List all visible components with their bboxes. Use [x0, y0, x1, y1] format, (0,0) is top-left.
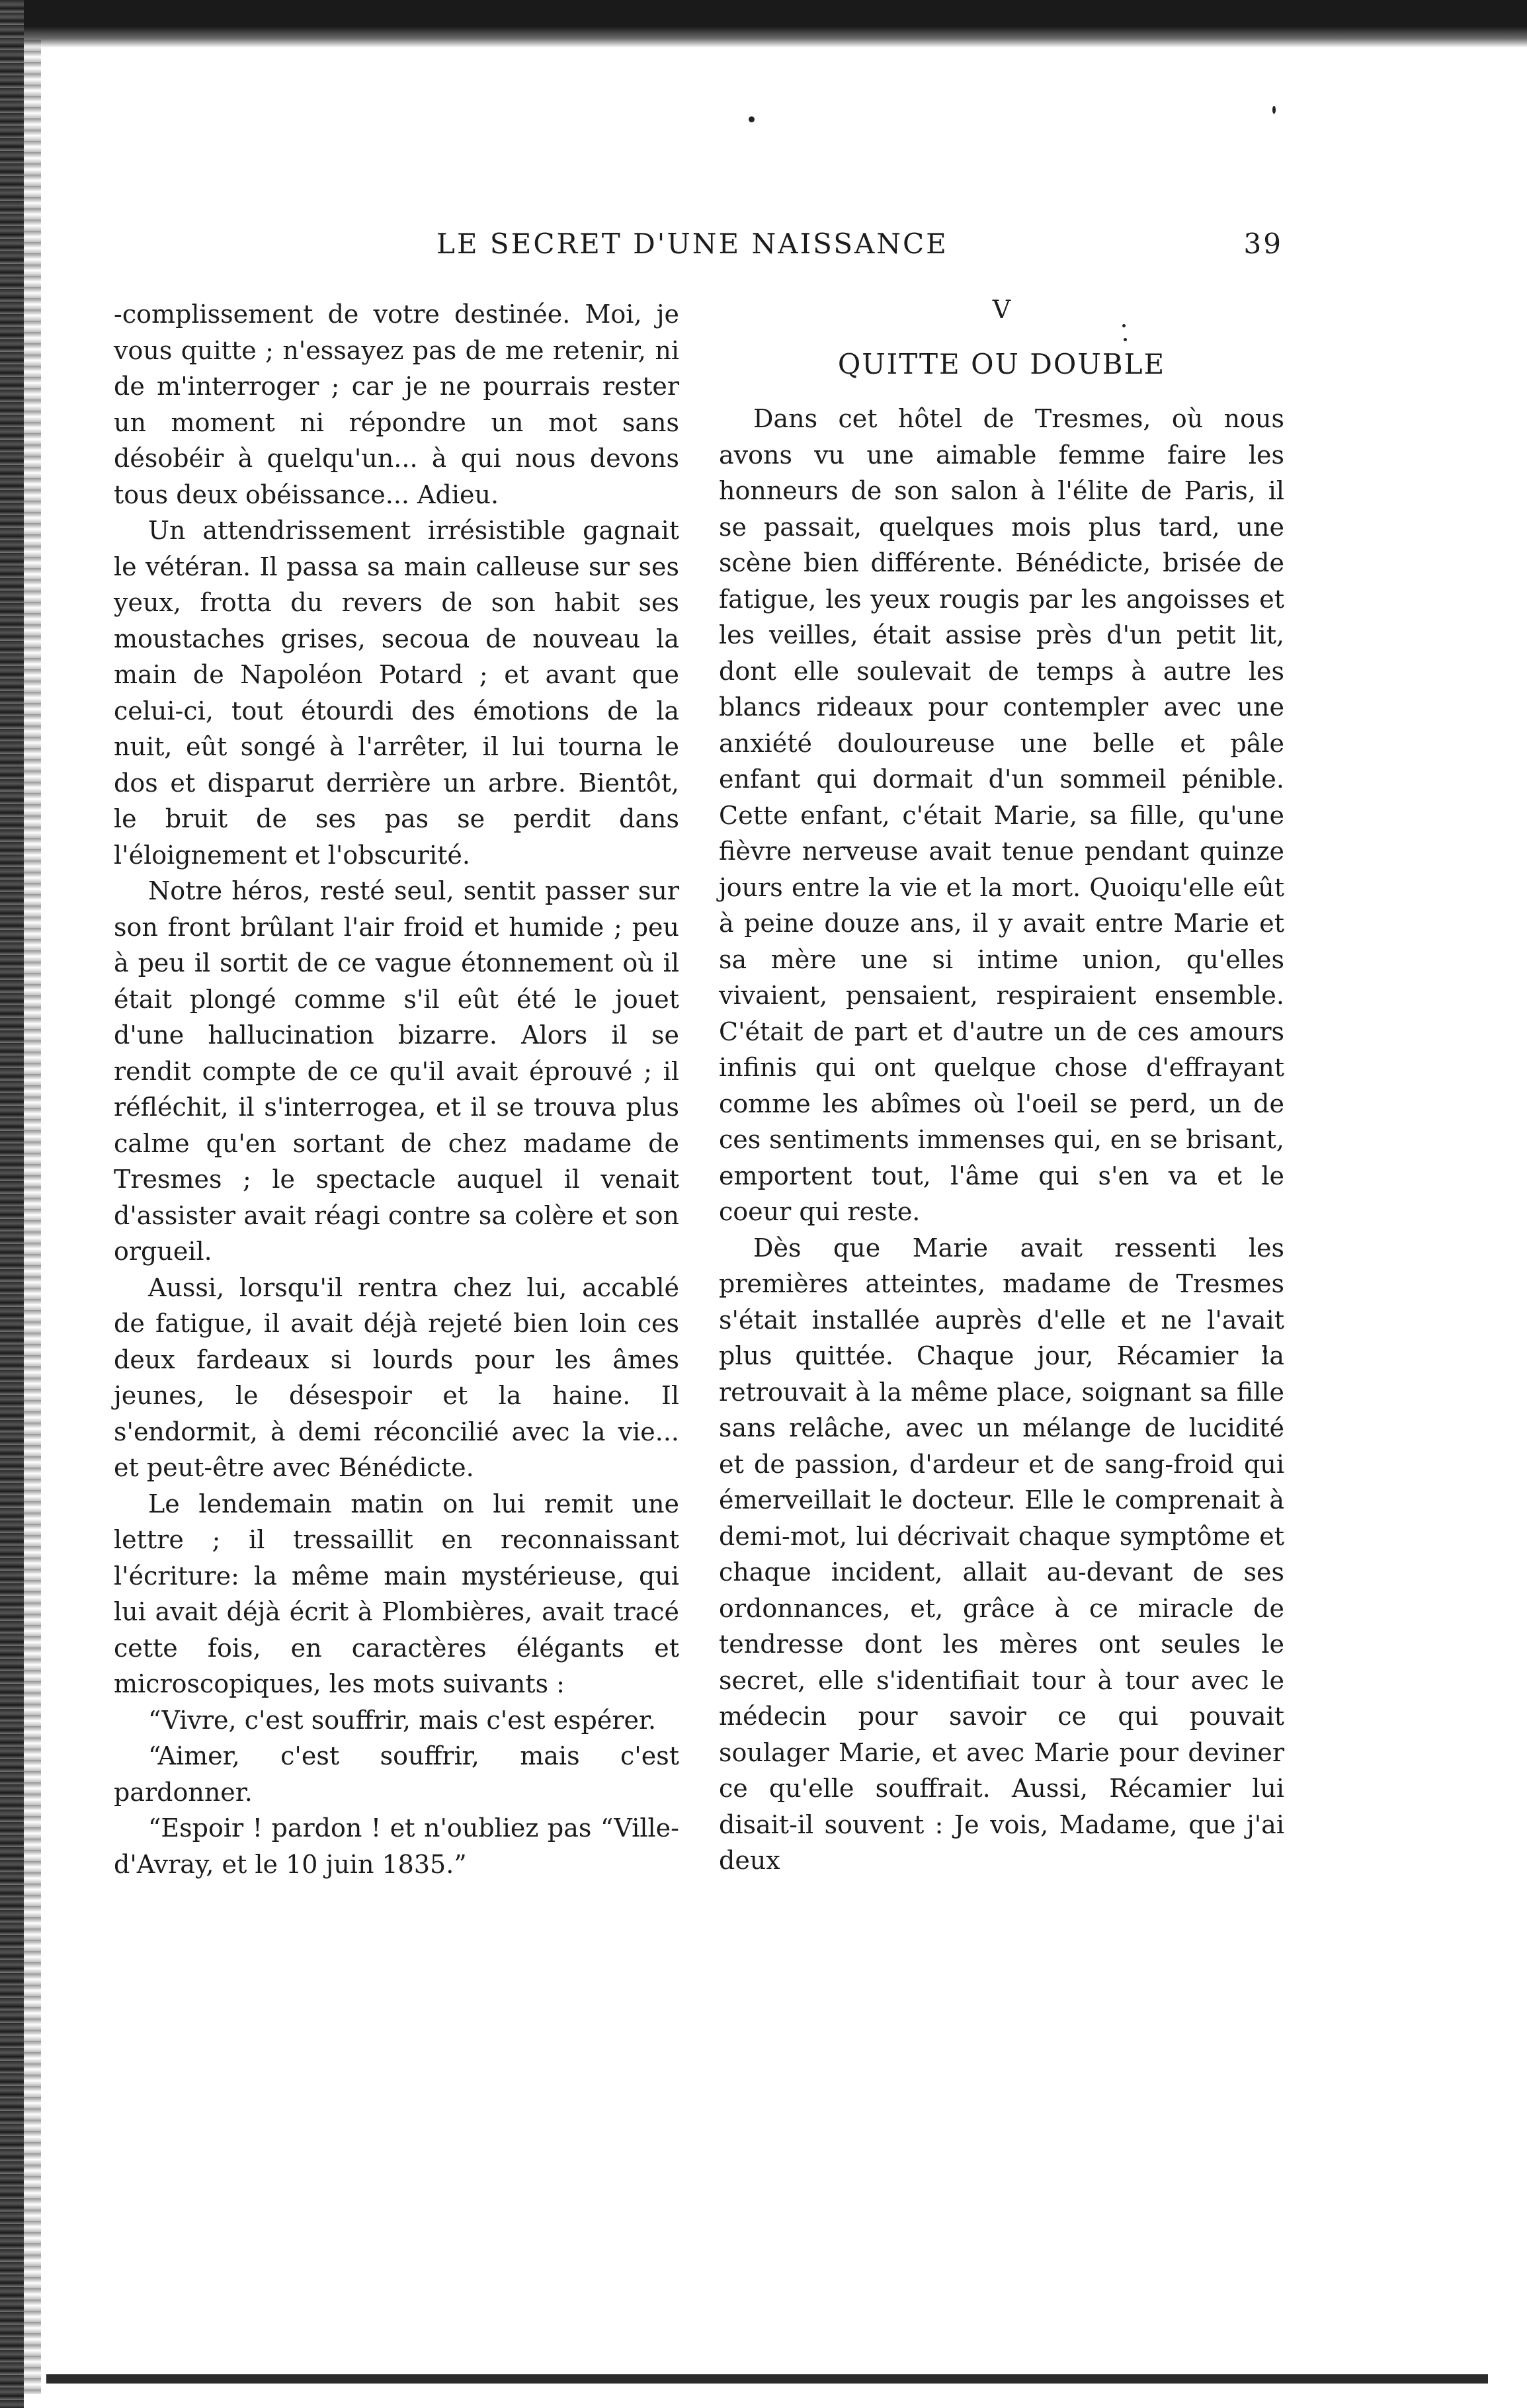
scan-speck	[749, 116, 755, 122]
right-column	[719, 296, 1284, 1879]
quote-line: “Aimer, c'est souffrir, mais c'est pardonner.	[114, 1741, 679, 1807]
scan-shadow-left	[24, 40, 41, 2394]
quote-line: “Vivre, c'est souffrir, mais c'est espérer.	[148, 1705, 657, 1735]
scan-border-top	[0, 0, 1527, 48]
paragraph: Le lendemain matin on lui remit une lettre ; il tressaillit en reconnaissant l'écriture: la même main mystérieuse, qui lui avait déjà écrit à Plombières, avait tracé cette fois, en caractères élégants et microscopiques, les mots suivants :	[114, 1489, 679, 1698]
scan-speck	[1272, 106, 1276, 114]
quote-line: “Espoir ! pardon ! et n'oubliez pas “Ville-d'Avray, et le 10 juin 1835.”	[114, 1813, 679, 1879]
paragraph: Dès que Marie avait ressenti les premières atteintes, madame de Tresmes s'était installée auprès d'elle et ne l'avait plus quittée. Chaque jour, Récamier la retrouvait à la même place, soignant sa fille sans relâche, avec un mélange de lucidité et de passion, d'ardeur et de sang-froid qui émerveillait le docteur. Elle le comprenait à demi-mot, lui décrivait chaque symptôme et chaque incident, allait au-devant de ses ordonnances, et, grâce à ce miracle de tendresse dont les mères ont seules le secret, elle s'identifiait tour à tour avec le médecin pour savoir ce qui pouvait soulager Marie, et avec Marie pour deviner ce qu'elle souffrait. Aussi, Récamier lui disait-il souvent : Je vois, Madame, que j'ai deux	[719, 1233, 1284, 1875]
running-header	[436, 221, 1283, 267]
chapter-number: V	[992, 295, 1011, 324]
chapter-title: QUITTE OU DOUBLE	[837, 348, 1166, 380]
scan-border-left	[0, 0, 24, 2408]
running-title: LE SECRET D'UNE NAISSANCE	[436, 228, 948, 260]
paragraph: Notre héros, resté seul, sentit passer sur son front brûlant l'air froid et humide ; peu à peu il sortit de ce vague étonnement où il était plongé comme s'il eût été le jouet d'une hallucination bizarre. Alors il se rendit compte de ce qu'il avait éprouvé ; il réfléchit, il s'interrogea, et il se trouva plus calme qu'en sortant de chez madame de Tresmes ; le spectacle auquel il venait d'assister avait réagi contre sa colère et son orgueil.	[114, 876, 679, 1266]
paragraph: -complissement de votre destinée. Moi, je vous quitte ; n'essayez pas de me retenir, ni de m'interroger ; car je ne pourrais rester un moment ni répondre un mot sans désobéir à quelqu'un... à qui nous devons tous deux obéissance... Adieu.	[114, 300, 679, 509]
paragraph: Aussi, lorsqu'il rentra chez lui, accablé de fatigue, il avait déjà rejeté bien loin ces deux fardeaux si lourds pour les âmes jeunes, le désespoir et la haine. Il s'endormit, à demi réconcilié avec la vie... et peut-être avec Bénédicte.	[114, 1272, 679, 1482]
left-column	[114, 296, 679, 1882]
paragraph: Dans cet hôtel de Tresmes, où nous avons vu une aimable femme faire les honneurs de son salon à l'élite de Paris, il se passait, quelques mois plus tard, une scène bien différente. Bénédicte, brisée de fatigue, les yeux rougis par les angoisses et les veilles, était assise près d'un petit lit, dont elle soulevait de temps à autre les blancs rideaux pour contempler avec une anxiété douloureuse une belle et pâle enfant qui dormait d'un sommeil pénible. Cette enfant, c'était Marie, sa fille, qu'une fièvre nerveuse avait tenue pendant quinze jours entre la vie et la mort. Quoiqu'elle eût à peine douze ans, il y avait entre Marie et sa mère une si intime union, qu'elles vivaient, pensaient, respiraient ensemble. C'était de part et d'autre un de ces amours infinis qui ont quelque chose d'effrayant comme les abîmes où l'oeil se perd, un de ces sentiments immenses qui, en se brisant, emportent tout, l'âme qui s'en va et le coeur qui reste.	[719, 404, 1284, 1226]
scan-border-bottom	[46, 2374, 1488, 2384]
paragraph: Un attendrissement irrésistible gagnait le vétéran. Il passa sa main calleuse sur ses yeux, frotta du revers de son habit ses moustaches grises, secoua de nouveau la main de Napoléon Potard ; et avant que celui-ci, tout étourdi des émotions de la nuit, eût songé à l'arrêter, il lui tourna le dos et disparut derrière un arbre. Bientôt, le bruit de ses pas se perdit dans l'éloignement et l'obscurité.	[114, 516, 679, 870]
page-number: 39	[1243, 228, 1283, 260]
